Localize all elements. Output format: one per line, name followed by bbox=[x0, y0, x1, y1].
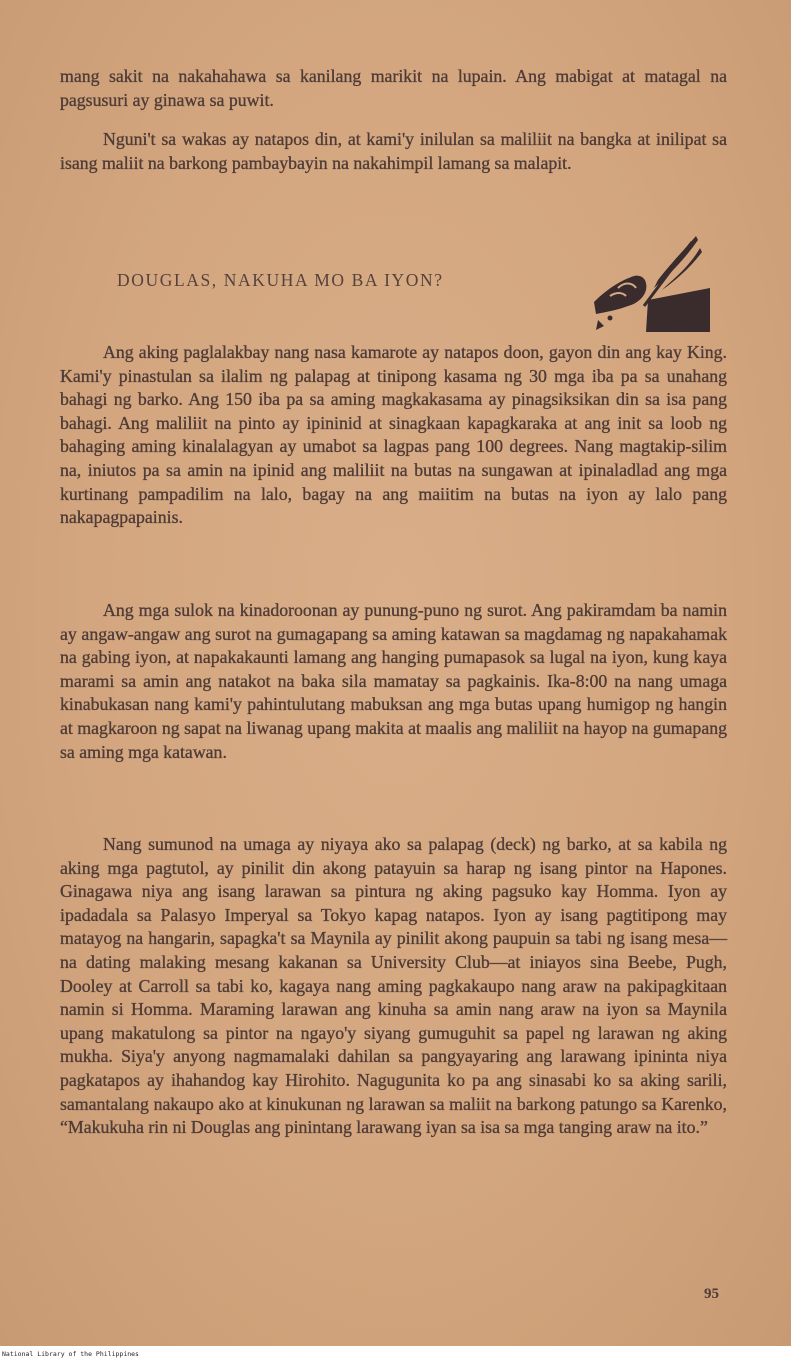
body-paragraph: Ang aking paglalakbay nang nasa kamarote ay natapos doon, gayon din ang kay King. Kami'y pinastulan sa ilalim ng palapag at tinipong kasama ng 30 mga iba pa sa unahang bahagi ng barko. Ang 150 iba pa sa aming magkakasama ay pinagsiksikan din sa isa pang bahagi. Ang maliliit na pinto ay ipininid at sinagkaan kapagkaraka at ang init sa loob ng bahaging aming kinalalagyan ay umabot sa lagpas pang 100 degrees. Nang magtakip-silim na, iniutos pa sa amin na ipinid ang maliliit na butas na sungawan at ipinaladlad ang mga kurtinang pampadilim na lalo, bagay na ang maiitim na butas na iyon ay lalo pang nakapagpapainis. bbox=[60, 342, 727, 528]
body-paragraph: Nang sumunod na umaga ay niyaya ako sa palapag (deck) ng barko, at sa kabila ng aking mga pagtutol, ay pinilit din akong patayuin sa harap ng isang pintor na Hapones. Ginagawa niya ang isang larawan sa pintura ng aking pagsuko kay Homma. Iyon ay ipadadala sa Palasyo Imperyal sa Tokyo kapag natapos. Iyon ay isang pagtitipong may matayog na hangarin, sapagka't sa Maynila ay pinilit akong paupuin sa tabi ng isang mesa—na dating malaking mesang kakanan sa University Club—at iniayos sina Beebe, Pugh, Dooley at Carroll sa tabi ko, kagaya nang aming pagkakaupo nang araw na pakipagkitaan namin si Homma. Maraming larawan ang kinuha sa amin nang araw na iyon sa Maynila upang makatulong sa pintor na ngayo'y siyang gumuguhit sa papel ng larawan ng aking mukha. Siya'y anyong nagmamalaki dahilan sa pangyayaring ang larawang ipininta niya pagkatapos ay ihahandog kay Hirohito. Nagugunita ko pa ang sinasabi ko sa aking sarili, samantalang nakaupo ako at kinukunan ng larawan sa maliit na barkong patungo sa Karenko, “Makukuha rin ni Douglas ang pinintang larawang iyan sa isa sa mga tanging araw na ito.” bbox=[60, 834, 727, 1138]
section-heading: DOUGLAS, NAKUHA MO BA IYON? bbox=[117, 270, 444, 290]
page-number: 95 bbox=[704, 1286, 719, 1302]
intro-paragraph: Nguni't sa wakas ay natapos din, at kami'y inilulan sa maliliit na bangka at inilipat sa isang maliit na barkong pambaybayin na nakahimpil lamang sa malapit. bbox=[60, 129, 727, 173]
intro-paragraph-continued: mang sakit na nakahahawa sa kanilang marikit na lupain. Ang mabigat at matagal na pagsusuri ay ginawa sa puwit. bbox=[60, 66, 727, 110]
hand-writing-with-quill-icon bbox=[588, 232, 714, 336]
body-paragraph: Ang mga sulok na kinadoroonan ay punung-puno ng surot. Ang pakiramdam ba namin ay angaw-angaw ang surot na gumagapang sa aming katawan sa magdamag ng napakahamak na gabing iyon, at napakakaunti lamang ang hanging pumapasok sa lugal na iyon, kung kaya marami sa amin ang natakot na baka sila mamatay sa pagkainis. Ika-8:00 na nang umaga kinabukasan nang kami'y pahintulutang mabuksan ang mga butas upang humigop ng hangin at magkaroon ng sapat na liwanag upang makita at maalis ang maliliit na hayop na gumapang sa aming mga katawan. bbox=[60, 600, 727, 762]
library-credit: National Library of the Philippines bbox=[2, 1350, 139, 1358]
